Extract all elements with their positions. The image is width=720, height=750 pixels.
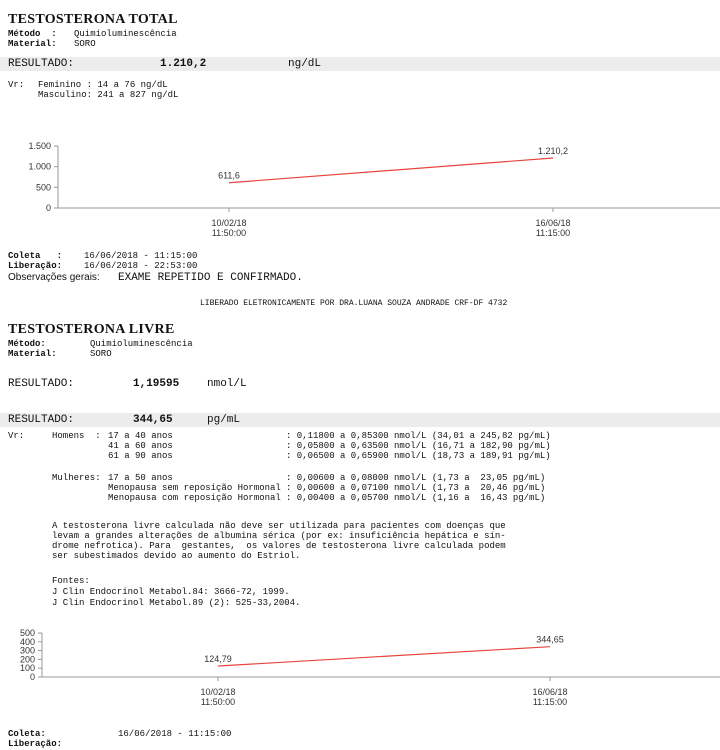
fontes-label: Fontes:	[52, 576, 90, 586]
livre-result1-label: RESULTADO:	[8, 378, 75, 390]
y-tick-label: 500	[19, 628, 35, 638]
y-tick-label: 1.500	[28, 141, 51, 151]
series-line	[229, 158, 553, 183]
x-tick-label-date: 16/06/18	[535, 218, 571, 228]
x-tick-label-date: 10/02/18	[211, 218, 247, 228]
total-result-label: RESULTADO:	[8, 58, 75, 70]
livre-material: SORO	[90, 349, 112, 359]
livre-material-label: Material:	[8, 349, 57, 359]
total-result-value: 1.210,2	[160, 58, 207, 70]
total-material-label: Material:	[8, 39, 57, 49]
livre-result2-unit: pg/mL	[207, 414, 241, 426]
ref-value: : 0,00400 a 0,05700 nmol/L (1,16 a 16,43 pg/mL)	[286, 493, 546, 503]
livre-metodo: Quimioluminescência	[90, 339, 193, 349]
total-vr-line: Masculino: 241 a 827 ng/dL	[38, 90, 179, 100]
x-tick-label-time: 11:15:00	[535, 228, 571, 238]
livre-result1-value: 1,19595	[133, 378, 180, 390]
y-tick-label: 500	[35, 182, 51, 193]
total-material: SORO	[74, 39, 96, 49]
liberado-text: LIBERADO ELETRONICAMENTE POR DRA.LUANA SOUZA ANDRADE CRF-DF 4732	[200, 299, 508, 308]
livre-result-bar	[0, 413, 720, 427]
x-tick-label-time: 11:50:00	[200, 697, 236, 707]
livre-result2-value: 344,65	[133, 414, 173, 426]
ref-range: 61 a 90 anos	[108, 451, 173, 461]
data-label: 344,65	[536, 634, 564, 645]
total-liberacao-label: Liberação:	[8, 261, 63, 271]
y-tick-label: 100	[19, 663, 35, 674]
livre-liberacao-label: Liberação:	[8, 739, 63, 749]
total-obs: EXAME REPETIDO E CONFIRMADO.	[118, 272, 303, 284]
ref-group: Mulheres:	[52, 473, 101, 483]
total-coleta: 16/06/2018 - 11:15:00	[84, 251, 198, 261]
total-result-bar	[0, 57, 720, 71]
series-line	[218, 647, 550, 666]
total-liberacao: 16/06/2018 - 22:53:00	[84, 261, 198, 271]
y-tick-label: 200	[19, 654, 35, 665]
ref-range: 41 a 60 anos	[108, 441, 173, 451]
livre-result2-label: RESULTADO:	[8, 414, 75, 426]
y-tick-label: 0	[45, 203, 51, 213]
y-tick-label: 1.000	[28, 161, 51, 172]
total-obs-label: Observações gerais:	[8, 272, 100, 283]
total-result-unit: ng/dL	[288, 58, 322, 70]
total-metodo-label: Método :	[8, 29, 57, 39]
x-tick-label-date: 16/06/18	[532, 687, 568, 697]
ref-value: : 0,06500 a 0,65900 nmol/L (18,73 a 189,91 pg/mL)	[286, 451, 551, 461]
ref-value: : 0,00600 a 0,07100 nmol/L (1,73 a 20,46 pg/mL)	[286, 483, 546, 493]
ref-group: Homens :	[52, 431, 101, 441]
y-tick-label: 400	[19, 636, 35, 647]
total-metodo: Quimioluminescência	[74, 29, 177, 39]
livre-metodo-label: Método:	[8, 339, 46, 349]
ref-range: Menopausa com reposição Hormonal	[108, 493, 281, 503]
ref-value: : 0,05800 a 0,63500 nmol/L (16,71 a 182,90 pg/mL)	[286, 441, 551, 451]
note-line: A testosterona livre calculada não deve ser utilizada para pacientes com doenças que	[52, 521, 506, 531]
total-title: TESTOSTERONA TOTAL	[8, 12, 178, 27]
x-tick-label-time: 11:50:00	[211, 228, 247, 238]
x-tick-label-time: 11:15:00	[532, 697, 568, 707]
ref-range: 17 a 40 anos	[108, 431, 173, 441]
ref-value: : 0,11800 a 0,85300 nmol/L (34,01 a 245,82 pg/mL)	[286, 431, 551, 441]
ref-range: 17 a 50 anos	[108, 473, 173, 483]
data-label: 1.210,2	[537, 145, 569, 156]
note-line: drome nefrotica). Para gestantes, os valores de testosterona livre calculada podem	[52, 541, 506, 551]
livre-coleta: 16/06/2018 - 11:15:00	[118, 729, 232, 739]
fonte-line: J Clin Endocrinol Metabol.84: 3666-72, 1999.	[52, 587, 290, 597]
fonte-line: J Clin Endocrinol Metabol.89 (2): 525-33,2004.	[52, 598, 301, 608]
x-tick-label-date: 10/02/18	[200, 687, 236, 697]
note-line: levam a grandes alterações de albumina sérica (por ex: insuficiência hepática e sín-	[52, 531, 506, 541]
total-coleta-label: Coleta :	[8, 251, 63, 261]
y-tick-label: 0	[29, 672, 35, 682]
ref-value: : 0,00600 a 0,08000 nmol/L (1,73 a 23,05 pg/mL)	[286, 473, 546, 483]
livre-vr-label: Vr:	[8, 431, 25, 441]
data-label: 611,6	[218, 170, 240, 181]
total-vr-line: Feminino : 14 a 76 ng/dL	[38, 80, 168, 90]
ref-range: Menopausa sem reposição Hormonal	[108, 483, 281, 493]
livre-title: TESTOSTERONA LIVRE	[8, 322, 175, 337]
note-line: ser subestimados devido ao aumento do Estriol.	[52, 551, 301, 561]
total-history-chart	[0, 136, 720, 246]
livre-result1-unit: nmol/L	[207, 378, 247, 390]
livre-history-chart	[0, 626, 720, 716]
livre-coleta-label: Coleta:	[8, 729, 46, 739]
data-label: 124,79	[204, 654, 232, 665]
y-tick-label: 300	[19, 645, 35, 656]
total-vr-label: Vr:	[8, 80, 25, 90]
